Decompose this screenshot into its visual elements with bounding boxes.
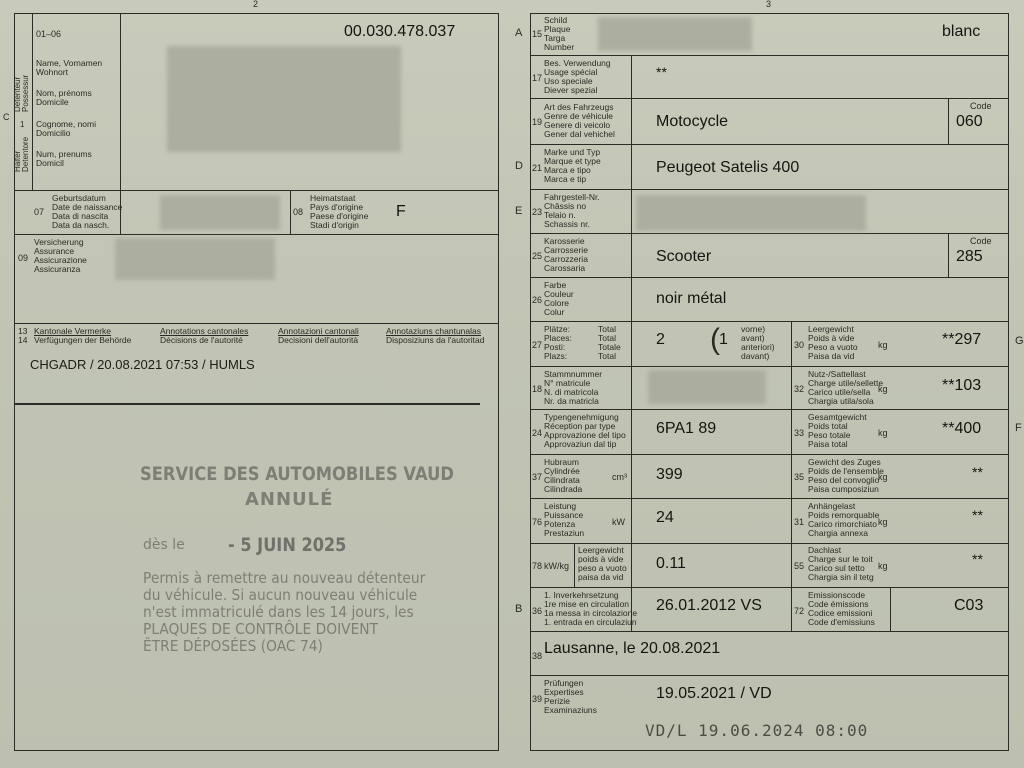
redacted-birth <box>160 195 280 230</box>
holder-vertical-label-4: Possessur <box>21 74 30 112</box>
inspections-num: 39 <box>532 694 543 704</box>
roof-load-unit: kg <box>878 561 888 571</box>
insurance-num: 09 <box>18 253 29 263</box>
inspections-labels: Prüfungen Expertises Perizie Examinaziuns <box>544 678 597 715</box>
total-weight-value: **400 <box>942 420 982 437</box>
holder-vertical-label-2: Détenteur <box>13 76 22 112</box>
power-value: 24 <box>656 509 674 526</box>
section-letter-a: A <box>515 27 523 39</box>
first-reg-value: 26.01.2012 VS <box>656 597 762 614</box>
annotation-label-fr: Annotations cantonales Décisions de l'autorité <box>160 326 249 345</box>
annotation-label-it: Annotazioni cantonali Decisioni dell'autorità <box>278 326 359 345</box>
roof-load-value: ** <box>972 551 983 567</box>
section-letter-d: D <box>515 160 523 172</box>
plate-labels: Schild Plaque Targa Number <box>544 15 575 52</box>
roof-load-labels: Dachlast Charge sur le toit Carico sul tetto Chargia sin il tetg <box>808 545 874 582</box>
matricule-num: 18 <box>532 384 543 394</box>
emission-num: 72 <box>794 606 805 616</box>
places-total: 2 <box>656 331 665 348</box>
first-reg-num: 36 <box>532 606 543 616</box>
annotation-numbers: 13 14 <box>18 326 28 345</box>
column-number-left: 2 <box>253 0 259 9</box>
places-labels: Plätze: Places: Posti: Plazs: <box>544 324 572 361</box>
displacement-unit: cm³ <box>612 472 627 482</box>
usage-value: ** <box>656 64 667 80</box>
emission-value: C03 <box>954 597 984 614</box>
stamp-annule: ANNULÉ <box>245 489 334 510</box>
kw-kg-num: 78 <box>532 561 543 571</box>
origin-labels: Heimatstaat Pays d'origine Paese d'origine Stadi d'origin <box>310 193 369 230</box>
stamp-paragraph: Permis à remettre au nouveau détenteur du véhicule. Si aucun nouveau véhicule n'est immatriculé dans les 14 jours, les PLAQUES DE CONTRÔLE DOIVENT ÊTRE DÉPOSÉES (OAC 74) <box>143 569 426 655</box>
holder-code: 01–06 <box>36 29 62 39</box>
inspections-value: 19.05.2021 / VD <box>656 685 772 702</box>
color-labels: Farbe Couleur Colore Colur <box>544 280 574 317</box>
train-weight-value: ** <box>972 464 983 480</box>
make-value: Peugeot Satelis 400 <box>656 159 800 176</box>
color-value: noir métal <box>656 290 727 307</box>
total-weight-num: 33 <box>794 428 805 438</box>
body-value: Scooter <box>656 248 712 265</box>
section-letter-b: B <box>515 603 523 615</box>
places-front-labels: vorne) avant) anteriori) davant) <box>741 324 775 361</box>
kind-code: 060 <box>956 113 983 130</box>
train-weight-labels: Gewicht des Zuges Poids de l'ensemble Peso del convoglio Paisa cumposiziun <box>808 457 884 494</box>
kw-kg-labels: Leergewicht poids à vide peso a vuoto paisa da vid <box>578 545 627 582</box>
power-labels: Leistung Puissance Potenza Prestaziun <box>544 501 585 538</box>
kind-labels: Art des Fahrzeugs Genre de véhicule Genere di veicolo Gener dal vehichel <box>544 102 615 139</box>
kind-num: 19 <box>532 117 543 127</box>
section-letter-e: E <box>515 205 523 217</box>
chassis-labels: Fahrgestell-Nr. Châssis no Telaio n. Schassis nr. <box>544 192 600 229</box>
train-weight-unit: kg <box>878 472 888 482</box>
trailer-load-num: 31 <box>794 517 805 527</box>
redacted-chassis <box>636 195 866 231</box>
place-date-value: Lausanne, le 20.08.2021 <box>544 640 721 657</box>
displacement-num: 37 <box>532 472 543 482</box>
kind-code-label: Code <box>970 101 992 111</box>
origin-num: 08 <box>293 207 304 217</box>
chassis-num: 23 <box>532 207 543 217</box>
annotation-label-rm: Annotaziuns chantunalas Disposiziuns da l'autoritad <box>386 326 485 345</box>
insurance-labels: Versicherung Assurance Assicurazione Assicuranza <box>34 237 87 274</box>
payload-num: 32 <box>794 384 805 394</box>
birth-labels: Geburtsdatum Date de naissance Data di nascita Data da nasch. <box>52 193 123 230</box>
payload-unit: kg <box>878 384 888 394</box>
make-num: 21 <box>532 163 543 173</box>
empty-weight-value: **297 <box>942 331 982 348</box>
approval-labels: Typengenehmigung Réception par type Approvazione del tipo Approvaziun dal tip <box>544 412 626 449</box>
section-letter-g: G <box>1015 335 1024 347</box>
holder-vertical-label-1: Halter <box>13 150 22 172</box>
inspection-stamp: VD/L 19.06.2024 08:00 <box>645 721 869 740</box>
empty-weight-num: 30 <box>794 340 805 350</box>
displacement-value: 399 <box>656 466 683 483</box>
stamp-title: SERVICE DES AUTOMOBILES VAUD <box>140 463 454 485</box>
holder-name-label-fr: Nom, prénoms Domicile <box>36 88 92 107</box>
power-num: 76 <box>532 517 543 527</box>
column-number-right: 3 <box>766 0 772 9</box>
place-date-num: 38 <box>532 651 543 661</box>
stamp-date: - 5 JUIN 2025 <box>228 534 347 556</box>
kw-kg-unit: kW/kg <box>544 561 570 571</box>
body-labels: Karosserie Carrosserie Carrozzeria Carossaria <box>544 236 588 273</box>
payload-labels: Nutz-/Sattellast Charge utile/sellette Carico utile/sella Chargia utila/sola <box>808 369 884 406</box>
redacted-insurance <box>115 238 275 280</box>
approval-num: 24 <box>532 428 543 438</box>
section-letter-c: C <box>3 112 10 122</box>
origin-value: F <box>396 203 406 220</box>
first-reg-labels: 1. Inverkehrsetzung 1re mise en circulation 1a messa in circolazione 1. entrada en circulaziun <box>544 590 638 627</box>
redacted-plate <box>598 17 752 51</box>
places-num: 27 <box>532 340 543 350</box>
empty-weight-unit: kg <box>878 340 888 350</box>
train-weight-num: 35 <box>794 472 805 482</box>
trailer-load-unit: kg <box>878 517 888 527</box>
holder-vertical-label-3: Detentore <box>21 136 30 172</box>
body-num: 25 <box>532 251 543 261</box>
places-total-labels: Total Total Totale Total <box>598 324 621 361</box>
emission-labels: Emissionscode Code émissions Codice emissioni Code d'emissiuns <box>808 590 875 627</box>
document-number: 00.030.478.037 <box>344 23 456 40</box>
holder-name-label-de: Name, Vornamen Wohnort <box>36 58 103 77</box>
kind-value: Motocycle <box>656 113 729 130</box>
trailer-load-labels: Anhängelast Poids remorquable Carico rimorchiato Chargia annexa <box>808 501 880 538</box>
payload-value: **103 <box>942 377 982 394</box>
displacement-labels: Hubraum Cylindrée Cilindrata Cilindrada <box>544 457 583 494</box>
make-labels: Marke und Typ Marque et type Marca e tipo Marca e tip <box>544 147 601 184</box>
body-code: 285 <box>956 248 983 265</box>
color-num: 26 <box>532 295 543 305</box>
paren-open: ( <box>710 323 720 356</box>
usage-num: 17 <box>532 73 543 83</box>
matricule-labels: Stammnummer N° matricule N. di matricola Nr. da matricla <box>544 369 603 406</box>
redacted-matricule <box>648 370 766 404</box>
body-code-label: Code <box>970 236 992 246</box>
redacted-holder <box>167 46 401 152</box>
stamp-des-le: dès le <box>143 537 185 553</box>
plate-num: 15 <box>532 29 543 39</box>
total-weight-labels: Gesamtgewicht Poids total Peso totale Paisa total <box>808 412 867 449</box>
places-front: 1 <box>719 331 728 348</box>
holder-name-label-it: Cognome, nomi Domicilio <box>36 119 97 138</box>
empty-weight-labels: Leergewicht Poids à vide Peso a vuoto Paisa da vid <box>808 324 858 361</box>
holder-number: 1 <box>20 120 25 129</box>
section-letter-f: F <box>1015 422 1022 434</box>
approval-value: 6PA1 89 <box>656 420 717 437</box>
holder-name-label-rm: Num, prenums Domicil <box>36 149 92 168</box>
roof-load-num: 55 <box>794 561 805 571</box>
birth-num: 07 <box>34 207 45 217</box>
trailer-load-value: ** <box>972 507 983 523</box>
annotation-text: CHGADR / 20.08.2021 07:53 / HUMLS <box>30 357 255 372</box>
usage-labels: Bes. Verwendung Usage spécial Uso speciale Diever spezial <box>544 58 611 95</box>
power-unit: kW <box>612 517 625 527</box>
annotation-label-de: Kantonale Vermerke Verfügungen der Behörde <box>34 326 132 345</box>
kw-kg-value: 0.11 <box>656 555 686 572</box>
total-weight-unit: kg <box>878 428 888 438</box>
plate-color: blanc <box>942 23 981 40</box>
